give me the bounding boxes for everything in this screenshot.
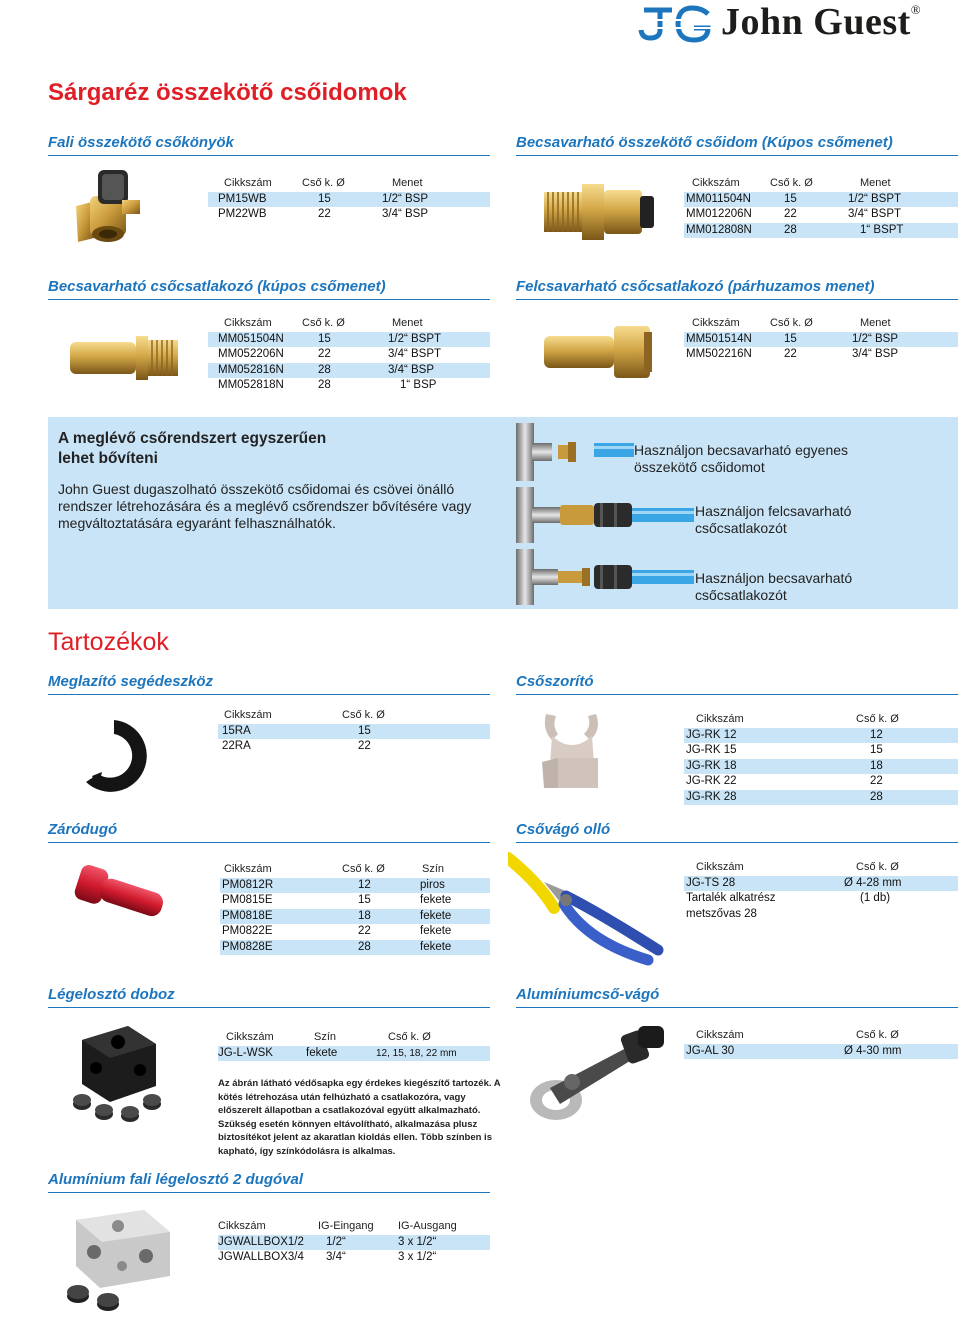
table-wall-elbow — [208, 176, 490, 222]
table-release-tool — [218, 708, 490, 754]
table-row: JG-RK 18 18 — [684, 759, 958, 774]
table-row: JG-L-WSK fekete 12, 15, 18, 22 mm — [218, 1046, 490, 1061]
pipe-cutter-image — [508, 852, 678, 972]
table-wall-manifold — [218, 1219, 490, 1265]
table-manifold — [218, 1030, 490, 1061]
table-row: Tartalék alkatrész (1 db) — [686, 892, 891, 904]
table-threaded-coupler — [684, 176, 958, 238]
threaded-adaptor-image — [66, 330, 184, 386]
banner-body: John Guest dugaszolható összekötő csőidomai és csövei önálló rendszer létrehozására és a meglévő csőrendszer bővítésére vagy megváltoztatására egyaránt felhasználhatók. — [58, 481, 472, 531]
table-row: PM0822E 22 fekete — [222, 925, 452, 937]
blanking-plug-image — [66, 858, 176, 930]
table-female-adaptor — [684, 316, 958, 362]
page-title: Sárgaréz összekötő csőidomok — [48, 79, 407, 106]
section-title-pipe-clip: Csőszorító — [516, 673, 958, 695]
table-header: Cikkszám Cső k. Ø — [696, 713, 899, 725]
section-title-wall-manifold: Alumínium fali légelosztó 2 dugóval — [48, 1171, 490, 1193]
manifold-image — [68, 1020, 168, 1124]
tee-with-female-adaptor-icon — [506, 487, 706, 543]
jg-logo-icon — [638, 4, 718, 44]
table-row: JG-RK 22 22 — [686, 775, 883, 787]
system-extension-banner — [48, 417, 958, 609]
table-aluminium-cutter — [684, 1028, 958, 1059]
table-row: JGWALLBOX1/2 1/2“ 3 x 1/2“ — [218, 1235, 490, 1250]
section-title-wall-elbow: Fali összekötő csőkönyök — [48, 134, 490, 156]
table-row: MM012206N 22 3/4“ BSPT — [686, 208, 902, 220]
table-header: Cikkszám Cső k. Ø Menet — [224, 177, 423, 189]
release-tool-image — [72, 716, 156, 792]
table-row: MM052816N 28 3/4“ BSP — [208, 363, 490, 378]
table-row: PM0815E 15 fekete — [222, 894, 452, 906]
table-pipe-cutter — [684, 860, 958, 922]
table-row: PM0812R 12 piros — [220, 878, 490, 893]
table-row: JG-RK 15 15 — [686, 744, 883, 756]
table-row: MM011504N 15 1/2“ BSPT — [684, 192, 958, 207]
section-title-manifold: Légelosztó doboz — [48, 986, 490, 1008]
section-title-release-tool: Meglazító segédeszköz — [48, 673, 490, 695]
table-row: PM0818E 18 fekete — [220, 909, 490, 924]
table-header: Cikkszám Cső k. Ø Menet — [692, 317, 891, 329]
table-row: 15RA 15 — [218, 724, 490, 739]
table-header: Cikkszám Szín Cső k. Ø — [226, 1031, 431, 1043]
female-adaptor-image — [540, 322, 658, 382]
table-header: Cikkszám IG-Eingang IG-Ausgang — [218, 1220, 457, 1232]
table-header: Cikkszám Cső k. Ø — [696, 1029, 899, 1041]
table-row: JGWALLBOX3/4 3/4“ 3 x 1/2“ — [218, 1251, 437, 1263]
table-row: 22RA 22 — [222, 740, 371, 752]
tee-with-threaded-adaptor-icon — [506, 549, 706, 605]
table-row: metszővas 28 — [686, 907, 757, 920]
banner-option-3: Használjon becsavarható csőcsatlakozót — [695, 570, 853, 603]
pipe-clip-image — [536, 710, 614, 790]
banner-title: A meglévő csőrendszert egyszerűen lehet bővíteni — [58, 430, 327, 467]
table-header: Cikkszám Cső k. Ø — [696, 861, 899, 873]
section-title-blanking-plug: Záródugó — [48, 821, 490, 843]
table-row: MM502216N 22 3/4“ BSP — [686, 348, 899, 360]
john-guest-logo — [638, 1, 956, 44]
table-row: MM012808N 28 1“ BSPT — [684, 223, 958, 238]
threaded-coupler-image — [540, 180, 660, 244]
aluminium-cutter-image — [520, 1018, 670, 1128]
section-title-aluminium-cutter: Alumíniumcső-vágó — [516, 986, 958, 1008]
wall-manifold-image — [60, 1206, 178, 1316]
table-row: JG-RK 12 12 — [684, 728, 958, 743]
table-header: Cikkszám Cső k. Ø Menet — [692, 177, 891, 189]
section-title-female-adaptor: Felcsavarható csőcsatlakozó (párhuzamos menet) — [516, 278, 958, 300]
table-row: MM501514N 15 1/2“ BSP — [684, 332, 958, 347]
blue-pipe-icon — [594, 443, 634, 457]
table-header: Cikkszám Cső k. Ø Menet — [224, 317, 423, 329]
table-header: Cikkszám Cső k. Ø — [224, 709, 385, 721]
table-row: PM15WB 15 1/2“ BSP — [208, 192, 490, 207]
wall-elbow-image — [72, 166, 160, 246]
accessories-title: Tartozékok — [48, 628, 169, 656]
table-row: MM052206N 22 3/4“ BSPT — [218, 348, 442, 360]
brand-name: John Guest® — [721, 1, 922, 43]
section-title-pipe-cutter: Csővágó olló — [516, 821, 958, 843]
table-row: JG-AL 30 Ø 4-30 mm — [684, 1044, 958, 1059]
table-row: JG-RK 28 28 — [684, 790, 958, 805]
section-title-threaded-adaptor: Becsavarható csőcsatlakozó (kúpos csőmenet) — [48, 278, 490, 300]
banner-option-2: Használjon felcsavarható csőcsatlakozót — [695, 503, 852, 536]
table-blanking-plug — [220, 862, 490, 955]
table-header: Cikkszám Cső k. Ø Szín — [224, 863, 445, 875]
table-row: JG-TS 28 Ø 4-28 mm — [684, 876, 958, 891]
section-title-threaded-coupler: Becsavarható összekötő csőidom (Kúpos csőmenet) — [516, 134, 958, 156]
table-pipe-clip — [684, 712, 958, 805]
table-row: MM052818N 28 1“ BSP — [218, 379, 437, 391]
manifold-note: Az ábrán látható védősapka egy érdekes kiegészítő tartozék. A kötés létrehozása után felhúzható a csatlakozóra, vagy előszerelt állapotban a csatlakozóval együtt alkalmazható. Szükség esetén könnyen eltávolítható, alkalmazása plusz biztosítékot jelent az akaratlan kioldás ellen. Több színben is kapható, így színkódolásra is alkalmas. — [218, 1078, 501, 1157]
table-row: MM051504N 15 1/2“ BSPT — [208, 332, 490, 347]
banner-option-1: Használjon becsavarható egyenes összekötő csőidomot — [634, 442, 849, 475]
table-row: PM22WB 22 3/4“ BSP — [218, 208, 429, 220]
table-threaded-adaptor — [208, 316, 490, 393]
table-row: PM0828E 28 fekete — [220, 940, 490, 955]
